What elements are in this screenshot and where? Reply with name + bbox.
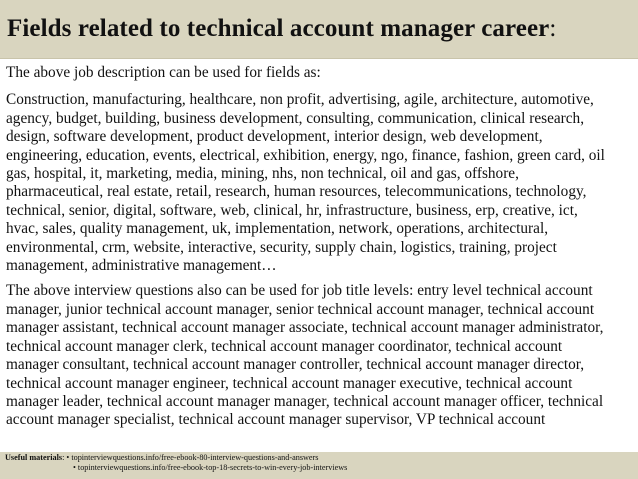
footer-separator: : [62,453,67,462]
fields-line: Construction, manufacturing, healthcare, non profit, advertising, agile, architecture, automotive, [6,91,594,109]
page-title-colon: : [549,15,557,42]
levels-line: manager, junior technical account manager, senior technical account manager, technical account [6,300,595,318]
fields-paragraph [6,91,634,275]
levels-line: The above interview questions also can be used for job title levels: entry level technical account [6,282,593,300]
title-divider [0,58,638,59]
fields-line: agency, budget, building, business development, consulting, communication, clinical research, [6,109,585,127]
fields-line: gas, hospital, it, marketing, media, mining, nhs, non technical, oil and gas, offshore, [6,165,519,183]
footer-label: Useful materials [5,453,63,462]
levels-line: manager leader, technical account manager manager, technical account manager officer, technical [6,392,604,410]
footer-line-1 [5,453,347,463]
intro-paragraph: The above job description can be used for fields as: [6,64,321,81]
footer [5,453,347,473]
footer-link-1[interactable]: • topinterviewquestions.info/free-ebook-80-interview-questions-and-answers [66,453,319,462]
content-area [6,64,634,430]
fields-line: design, software development, product development, interior design, web development, [6,128,543,146]
levels-line: manager assistant, technical account manager associate, technical account manager administrator, [6,319,604,337]
fields-line: management, administrative management… [6,257,277,275]
footer-link-2[interactable]: • topinterviewquestions.info/free-ebook-top-18-secrets-to-win-every-job-interviews [73,463,348,472]
fields-line: hvac, sales, quality management, uk, implementation, network, operations, architectural, [6,220,549,238]
levels-line: account manager specialist, technical account manager supervisor, VP technical account [6,411,546,429]
levels-line: technical account manager engineer, technical account manager executive, technical account [6,374,573,392]
fields-line: pharmaceutical, real estate, retail, research, human resources, telecommunications, technology, [6,183,587,201]
page-title-text: Fields related to technical account manager career [7,15,550,42]
fields-line: engineering, education, events, electrical, exhibition, energy, ngo, finance, fashion, green card, oil [6,146,605,164]
footer-line-2 [5,463,347,473]
fields-line: technical, senior, digital, software, web, clinical, hr, infrastructure, business, erp, creative, ict, [6,201,578,219]
page-title [7,15,556,43]
levels-paragraph [6,282,634,429]
fields-line: environmental, crm, website, interactive, security, supply chain, logistics, training, project [6,238,557,256]
levels-line: technical account manager clerk, technical account manager coordinator, technical account [6,337,563,355]
levels-line: manager consultant, technical account manager controller, technical account manager director, [6,356,585,374]
